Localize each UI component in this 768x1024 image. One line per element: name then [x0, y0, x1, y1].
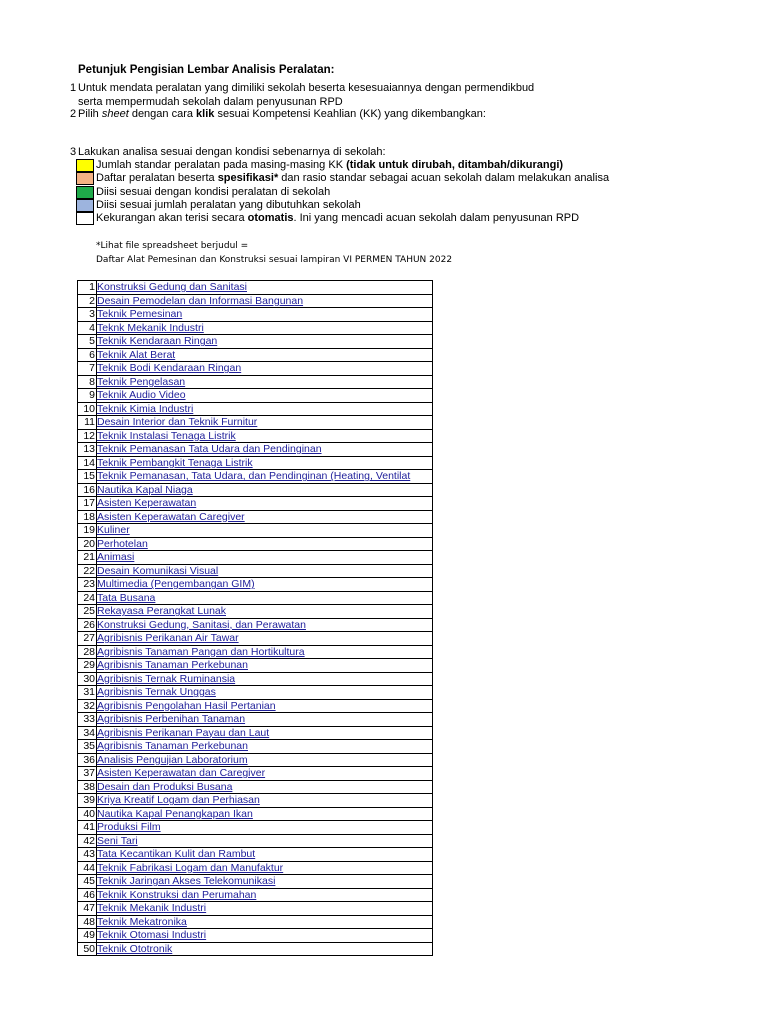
row-number: 3 [78, 308, 97, 322]
kk-cell [97, 645, 433, 659]
row-number: 48 [78, 915, 97, 929]
kk-cell [97, 564, 433, 578]
table-row [78, 294, 433, 308]
kk-cell [97, 875, 433, 889]
row-number: 47 [78, 902, 97, 916]
row-number: 9 [78, 389, 97, 403]
kk-sheet-link[interactable]: Tata Busana [97, 591, 156, 604]
row-number: 32 [78, 699, 97, 713]
kk-cell [97, 348, 433, 362]
row-number: 21 [78, 551, 97, 565]
step-text: Untuk mendata peralatan yang dimiliki sekolah beserta kesesuaiannya dengan permendikbud [78, 82, 535, 94]
row-number: 8 [78, 375, 97, 389]
kk-cell [97, 510, 433, 524]
table-row [78, 861, 433, 875]
kk-sheet-link[interactable]: Animasi [97, 551, 135, 564]
table-row [78, 632, 433, 646]
row-number: 6 [78, 348, 97, 362]
kk-sheet-link[interactable]: Desain Interior dan Teknik Furnitur [97, 416, 258, 429]
table-row [78, 888, 433, 902]
kk-table [77, 280, 433, 956]
table-row [78, 875, 433, 889]
step-number: 1 [70, 82, 77, 94]
row-number: 15 [78, 470, 97, 484]
table-row [78, 551, 433, 565]
kk-sheet-link[interactable]: Teknik Audio Video [97, 389, 186, 402]
kk-cell [97, 605, 433, 619]
legend-swatch [76, 172, 94, 185]
step-text: serta mempermudah sekolah dalam penyusunan RPD [78, 96, 343, 108]
table-row [78, 821, 433, 835]
table-row [78, 807, 433, 821]
kk-cell [97, 375, 433, 389]
kk-cell [97, 308, 433, 322]
row-number: 26 [78, 618, 97, 632]
kk-sheet-link[interactable]: Teknik Konstruksi dan Perumahan [97, 888, 257, 901]
kk-cell [97, 699, 433, 713]
kk-sheet-link[interactable]: Teknik Pengelasan [97, 375, 186, 388]
kk-sheet-link[interactable]: Teknik Pemesinan [97, 308, 183, 321]
row-number: 43 [78, 848, 97, 862]
legend-swatch [76, 212, 94, 225]
table-row [78, 308, 433, 322]
row-number: 16 [78, 483, 97, 497]
step-text: Pilih sheet dengan cara klik sesuai Kompetensi Keahlian (KK) yang dikembangkan: [78, 108, 486, 120]
row-number: 41 [78, 821, 97, 835]
kk-sheet-link[interactable]: Desain Komunikasi Visual [97, 564, 219, 577]
table-row [78, 726, 433, 740]
row-number: 7 [78, 362, 97, 376]
kk-cell [97, 672, 433, 686]
row-number: 45 [78, 875, 97, 889]
row-number: 13 [78, 443, 97, 457]
row-number: 20 [78, 537, 97, 551]
kk-cell [97, 902, 433, 916]
row-number: 49 [78, 929, 97, 943]
table-row [78, 902, 433, 916]
kk-cell [97, 821, 433, 835]
kk-sheet-link[interactable]: Teknk Mekanik Industri [97, 321, 204, 334]
kk-cell [97, 321, 433, 335]
kk-cell [97, 861, 433, 875]
table-row [78, 564, 433, 578]
table-row [78, 321, 433, 335]
kk-cell [97, 942, 433, 956]
row-number: 25 [78, 605, 97, 619]
table-row [78, 713, 433, 727]
kk-sheet-link[interactable]: Teknik Kendaraan Ringan [97, 335, 218, 348]
kk-sheet-link[interactable]: Teknik Pemanasan, Tata Udara, dan Pendinginan (Heating, Ventilat [97, 470, 411, 483]
kk-cell [97, 767, 433, 781]
kk-sheet-link[interactable]: Teknik Kimia Industri [97, 402, 194, 415]
kk-cell [97, 686, 433, 700]
row-number: 42 [78, 834, 97, 848]
kk-cell [97, 294, 433, 308]
kk-sheet-link[interactable]: Agribisnis Perikanan Payau dan Laut [97, 726, 270, 739]
table-row [78, 848, 433, 862]
kk-cell [97, 537, 433, 551]
legend-text: Jumlah standar peralatan pada masing-masing KK (tidak untuk dirubah, ditambah/dikurangi) [96, 159, 564, 171]
kk-cell [97, 389, 433, 403]
table-row [78, 740, 433, 754]
kk-sheet-link[interactable]: Produksi Film [97, 821, 161, 834]
table-row [78, 348, 433, 362]
kk-sheet-link[interactable]: Kriya Kreatif Logam dan Perhiasan [97, 794, 260, 807]
table-row [78, 767, 433, 781]
kk-sheet-link[interactable]: Agribisnis Tanaman Pangan dan Hortikultura [97, 645, 305, 658]
kk-sheet-link[interactable]: Konstruksi Gedung dan Sanitasi [97, 281, 248, 294]
table-row [78, 686, 433, 700]
table-row [78, 780, 433, 794]
table-row [78, 389, 433, 403]
table-row [78, 524, 433, 538]
kk-sheet-link[interactable]: Seni Tari [97, 834, 138, 847]
kk-cell [97, 618, 433, 632]
table-row [78, 618, 433, 632]
row-number: 36 [78, 753, 97, 767]
step-number: 2 [70, 108, 77, 120]
kk-sheet-link[interactable]: Asisten Keperawatan Caregiver [97, 510, 245, 523]
kk-cell [97, 456, 433, 470]
row-number: 14 [78, 456, 97, 470]
row-number: 4 [78, 321, 97, 335]
kk-cell [97, 915, 433, 929]
row-number: 12 [78, 429, 97, 443]
kk-sheet-link[interactable]: Tata Kecantikan Kulit dan Rambut [97, 848, 256, 861]
table-row [78, 443, 433, 457]
kk-sheet-link[interactable]: Teknik Fabrikasi Logam dan Manufaktur [97, 861, 284, 874]
kk-cell [97, 402, 433, 416]
row-number: 44 [78, 861, 97, 875]
table-row [78, 942, 433, 956]
kk-cell [97, 416, 433, 430]
row-number: 23 [78, 578, 97, 592]
kk-sheet-link[interactable]: Teknik Instalasi Tenaga Listrik [97, 429, 236, 442]
kk-sheet-link[interactable]: Nautika Kapal Penangkapan Ikan [97, 807, 253, 820]
kk-sheet-link[interactable]: Agribisnis Ternak Unggas [97, 686, 216, 699]
kk-sheet-link[interactable]: Rekayasa Perangkat Lunak [97, 605, 226, 618]
table-row [78, 591, 433, 605]
kk-cell [97, 578, 433, 592]
row-number: 22 [78, 564, 97, 578]
table-row [78, 794, 433, 808]
kk-sheet-link[interactable]: Desain Pemodelan dan Informasi Bangunan [97, 294, 304, 307]
kk-sheet-link[interactable]: Agribisnis Tanaman Perkebunan [97, 740, 248, 753]
row-number: 29 [78, 659, 97, 673]
kk-cell [97, 524, 433, 538]
kk-sheet-link[interactable]: Teknik Alat Berat [97, 348, 176, 361]
row-number: 40 [78, 807, 97, 821]
table-row [78, 510, 433, 524]
kk-cell [97, 659, 433, 673]
row-number: 11 [78, 416, 97, 430]
table-row [78, 699, 433, 713]
kk-cell [97, 497, 433, 511]
kk-sheet-link[interactable]: Asisten Keperawatan dan Caregiver [97, 767, 266, 780]
kk-sheet-link[interactable]: Konstruksi Gedung, Sanitasi, dan Perawatan [97, 618, 306, 631]
row-number: 19 [78, 524, 97, 538]
table-row [78, 402, 433, 416]
kk-cell [97, 888, 433, 902]
row-number: 30 [78, 672, 97, 686]
kk-sheet-link[interactable]: Teknik Otomasi Industri [97, 929, 207, 942]
kk-sheet-link[interactable]: Perhotelan [97, 537, 148, 550]
kk-cell [97, 632, 433, 646]
step-number: 3 [70, 146, 77, 158]
row-number: 5 [78, 335, 97, 349]
kk-sheet-link[interactable]: Teknik Ototronik [97, 942, 173, 955]
row-number: 2 [78, 294, 97, 308]
table-row [78, 375, 433, 389]
kk-sheet-link[interactable]: Agribisnis Tanaman Perkebunan [97, 659, 248, 672]
table-row [78, 659, 433, 673]
legend-swatch [76, 199, 94, 212]
kk-cell [97, 591, 433, 605]
table-row [78, 929, 433, 943]
note-line: Daftar Alat Pemesinan dan Konstruksi sesuai lampiran VI PERMEN TAHUN 2022 [96, 255, 453, 265]
kk-sheet-link[interactable]: Agribisnis Pengolahan Hasil Pertanian [97, 699, 276, 712]
table-row [78, 497, 433, 511]
table-row [78, 605, 433, 619]
table-row [78, 335, 433, 349]
row-number: 46 [78, 888, 97, 902]
kk-sheet-link[interactable]: Asisten Keperawatan [97, 497, 197, 510]
row-number: 33 [78, 713, 97, 727]
legend-text: Diisi sesuai dengan kondisi peralatan di sekolah [96, 185, 331, 198]
kk-cell [97, 807, 433, 821]
kk-sheet-link[interactable]: Teknik Bodi Kendaraan Ringan [97, 362, 242, 375]
kk-cell [97, 362, 433, 376]
legend-text: Diisi sesuai jumlah peralatan yang dibutuhkan sekolah [96, 198, 361, 211]
legend-swatch [76, 186, 94, 199]
table-row [78, 578, 433, 592]
table-row [78, 429, 433, 443]
kk-cell [97, 713, 433, 727]
row-number: 24 [78, 591, 97, 605]
kk-sheet-link[interactable]: Desain dan Produksi Busana [97, 780, 233, 793]
kk-sheet-link[interactable]: Teknik Mekatronika [97, 915, 187, 928]
kk-sheet-link[interactable]: Teknik Pemanasan Tata Udara dan Pendinginan [97, 443, 322, 456]
row-number: 17 [78, 497, 97, 511]
row-number: 28 [78, 645, 97, 659]
note-line: *Lihat file spreadsheet berjudul = [96, 241, 249, 251]
kk-sheet-link[interactable]: Nautika Kapal Niaga [97, 483, 193, 496]
kk-cell [97, 443, 433, 457]
row-number: 31 [78, 686, 97, 700]
table-row [78, 456, 433, 470]
kk-cell [97, 551, 433, 565]
kk-sheet-link[interactable]: Teknik Jaringan Akses Telekomunikasi [97, 875, 276, 888]
row-number: 27 [78, 632, 97, 646]
kk-cell [97, 335, 433, 349]
table-row [78, 483, 433, 497]
kk-cell [97, 753, 433, 767]
kk-sheet-link[interactable]: Agribisnis Ternak Ruminansia [97, 672, 236, 685]
kk-cell [97, 726, 433, 740]
kk-sheet-link[interactable]: Agribisnis Perikanan Air Tawar [97, 632, 239, 645]
table-row [78, 915, 433, 929]
row-number: 37 [78, 767, 97, 781]
row-number: 50 [78, 942, 97, 956]
step-text: Lakukan analisa sesuai dengan kondisi sebenarnya di sekolah: [78, 146, 386, 158]
kk-cell [97, 429, 433, 443]
table-row [78, 645, 433, 659]
kk-sheet-link[interactable]: Agribisnis Perbenihan Tanaman [97, 713, 246, 726]
table-row [78, 362, 433, 376]
kk-cell [97, 470, 433, 484]
row-number: 35 [78, 740, 97, 754]
table-row [78, 281, 433, 295]
kk-cell [97, 848, 433, 862]
legend-swatch [76, 159, 94, 172]
legend-text: Daftar peralatan beserta spesifikasi* dan rasio standar sebagai acuan sekolah dalam melakukan analisa [96, 172, 610, 185]
legend-text: Kekurangan akan terisi secara otomatis. Ini yang mencadi acuan sekolah dalam penyusunan RPD [96, 212, 580, 225]
table-row [78, 672, 433, 686]
kk-sheet-link[interactable]: Analisis Pengujian Laboratorium [97, 753, 248, 766]
kk-cell [97, 780, 433, 794]
table-row [78, 416, 433, 430]
page-title: Petunjuk Pengisian Lembar Analisis Peralatan: [78, 64, 335, 76]
kk-sheet-link[interactable]: Multimedia (Pengembangan GIM) [97, 578, 255, 591]
kk-cell [97, 834, 433, 848]
kk-cell [97, 281, 433, 295]
kk-sheet-link[interactable]: Teknik Mekanik Industri [97, 902, 207, 915]
table-row [78, 753, 433, 767]
row-number: 34 [78, 726, 97, 740]
row-number: 10 [78, 402, 97, 416]
row-number: 1 [78, 281, 97, 295]
kk-cell [97, 483, 433, 497]
table-row [78, 470, 433, 484]
table-row [78, 537, 433, 551]
kk-sheet-link[interactable]: Teknik Pembangkit Tenaga Listrik [97, 456, 253, 469]
kk-sheet-link[interactable]: Kuliner [97, 524, 130, 537]
kk-cell [97, 929, 433, 943]
kk-cell [97, 740, 433, 754]
row-number: 18 [78, 510, 97, 524]
row-number: 38 [78, 780, 97, 794]
row-number: 39 [78, 794, 97, 808]
table-row [78, 834, 433, 848]
kk-cell [97, 794, 433, 808]
